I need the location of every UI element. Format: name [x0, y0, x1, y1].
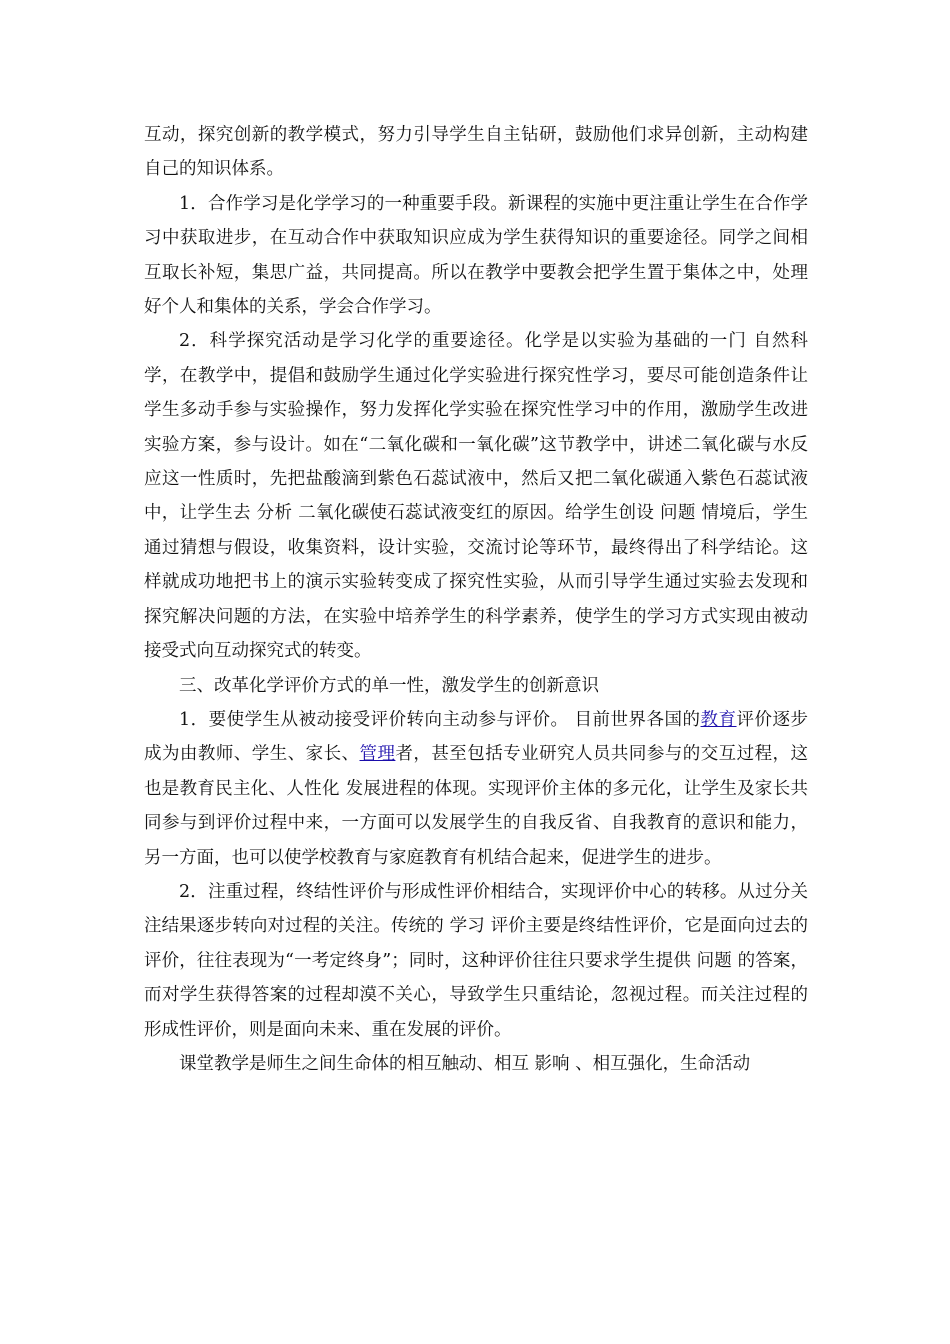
paragraph-active-evaluation — [144, 703, 808, 875]
document-page — [144, 118, 808, 1081]
paragraph-process-evaluation: 2．注重过程，终结性评价与形成性评价相结合，实现评价中心的转移。从过分关注结果逐步转向对过程的关注。传统的 学习 评价主要是终结性评价，它是面向过去的评价，往往表现为“一考定终身”；同时，这种评价往往只要求学生提供 问题 的答案，而对学生获得答案的过程却漠不关心，导致学生只重结论，忽视过程。而关注过程的形成性评价，则是面向未来、重在发展的评价。 — [144, 881, 808, 1040]
link-education[interactable]: 教育 — [700, 709, 737, 730]
section-heading-evaluation-reform: 三、改革化学评价方式的单一性，激发学生的创新意识 — [179, 675, 599, 696]
paragraph-text-segment: 评价逐步成为由教师、学生、家长、 — [144, 709, 809, 765]
paragraph-scientific-inquiry: 2．科学探究活动是学习化学的重要途径。化学是以实验为基础的一门 自然科学，在教学中，提倡和鼓励学生通过化学实验进行探究性学习，要尽可能创造条件让学生多动手参与实验操作，努力发挥化学实验在探究性学习中的作用，激励学生改进实验方案，参与设计。如在“二氧化碳和一氧化碳”这节教学中，讲述二氧化碳与水反应这一性质时，先把盐酸滴到紫色石蕊试液中，然后又把二氧化碳通入紫色石蕊试液中，让学生去 分析 二氧化碳使石蕊试液变红的原因。给学生创设 问题 情境后，学生通过猜想与假设，收集资料，设计实验，交流讨论等环节，最终得出了科学结论。这样就成功地把书上的演示实验转变成了探究性实验，从而引导学生通过实验去发现和探究解决问题的方法，在实验中培养学生的科学素养，使学生的学习方式实现由被动接受式向互动探究式的转变。 — [144, 331, 808, 662]
link-management[interactable]: 管理 — [359, 744, 396, 765]
paragraph-intro-continuation: 互动，探究创新的教学模式，努力引导学生自主钻研，鼓励他们求异创新，主动构建自己的知识体系。 — [144, 125, 808, 180]
paragraph-cooperative-learning: 1．合作学习是化学学习的一种重要手段。新课程的实施中更注重让学生在合作学习中获取进步，在互动合作中获取知识应成为学生获得知识的重要途径。同学之间相互取长补短，集思广益，共同提高。所以在教学中要教会把学生置于集体之中，处理好个人和集体的关系，学会合作学习。 — [144, 193, 808, 318]
paragraph-text-segment: 1．要使学生从被动接受评价转向主动参与评价。 目前世界各国的 — [179, 709, 701, 730]
paragraph-text-segment: 者，甚至包括专业研究人员共同参与的交互过程，这也是教育民主化、人性化 发展进程的体现。实现评价主体的多元化，让学生及家长共同参与到评价过程中来，一方面可以发展学生的自我反省、自我教育的意识和能力，另一方面，也可以使学校教育与家庭教育有机结合起来，促进学生的进步。 — [144, 744, 809, 868]
paragraph-classroom-teaching: 课堂教学是师生之间生命体的相互触动、相互 影响 、相互强化，生命活动 — [179, 1053, 751, 1074]
